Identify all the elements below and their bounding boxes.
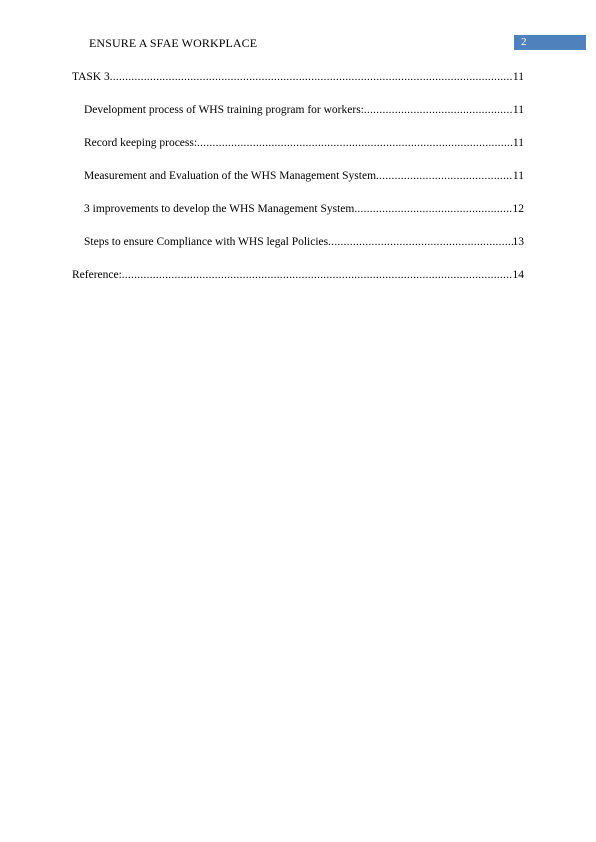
toc-entry-label: Steps to ensure Compliance with WHS legal Policies — [84, 236, 329, 248]
toc-entry-page: 13 — [512, 236, 524, 248]
toc-entry-page: 14 — [512, 269, 524, 281]
toc-dot-leader — [354, 204, 512, 215]
running-header-title: ENSURE A SFAE WORKPLACE — [89, 36, 258, 50]
toc-entry-page: 12 — [512, 203, 524, 215]
toc-entry-page: 11 — [512, 170, 524, 182]
toc-entry-improvements[interactable] — [72, 203, 524, 236]
toc-entry-measurement-evaluation[interactable] — [72, 170, 524, 203]
toc-dot-leader — [328, 237, 512, 248]
toc-entry-label: Development process of WHS training program for workers: — [84, 104, 364, 116]
toc-entry-label: TASK 3 — [72, 71, 110, 83]
toc-entry-compliance-steps[interactable] — [72, 236, 524, 269]
toc-dot-leader — [122, 270, 513, 281]
toc-entry-page: 11 — [512, 104, 524, 116]
page-number: 2 — [521, 36, 527, 48]
toc-entry-label: Measurement and Evaluation of the WHS Management System — [84, 170, 377, 182]
toc-entry-training-program[interactable] — [72, 104, 524, 137]
toc-entry-page: 11 — [512, 137, 524, 149]
toc-dot-leader — [110, 72, 513, 83]
toc-dot-leader — [197, 138, 513, 149]
page-number-badge — [514, 35, 586, 50]
toc-entry-label: 3 improvements to develop the WHS Management System — [84, 203, 355, 215]
toc-entry-record-keeping[interactable] — [72, 137, 524, 170]
toc-dot-leader — [376, 171, 513, 182]
table-of-contents — [72, 71, 524, 302]
toc-entry-reference[interactable] — [72, 269, 524, 302]
toc-entry-label: Reference: — [72, 269, 122, 281]
toc-entry-page: 11 — [512, 71, 524, 83]
toc-entry-label: Record keeping process: — [84, 137, 198, 149]
toc-entry-task-3[interactable] — [72, 71, 524, 104]
toc-dot-leader — [364, 105, 513, 116]
